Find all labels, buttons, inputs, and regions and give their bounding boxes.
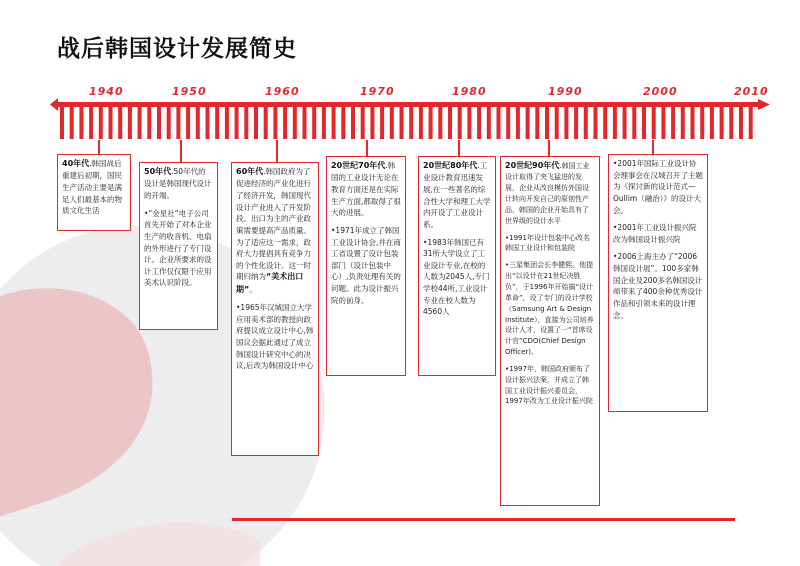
box-lead: 50年代 — [144, 167, 172, 176]
timeline-box-00s — [608, 154, 708, 412]
box-text: •2006上海主办了“2006韩国设计展”。100多家韩国企业及200多名韩国设计师带来了400余种优秀设计作品和引领未来的设计理念。 — [613, 252, 703, 320]
year-labels — [0, 85, 800, 99]
box-text: •2001年国际工业设计协会理事会在汉城召开了主题为《探讨新的设计范式—Oullim（融治）》的设计大会。 — [613, 159, 703, 215]
box-highlight: “美术出口期” — [236, 272, 304, 294]
ruler-tick — [128, 107, 132, 139]
ruler-tick — [584, 107, 588, 139]
timeline-box-90s — [500, 156, 600, 506]
timeline-box-70s — [326, 156, 406, 376]
ruler-tick — [497, 107, 501, 139]
ruler-tick — [254, 107, 258, 139]
bottom-rule — [232, 518, 735, 521]
ruler-tick — [341, 107, 345, 139]
ruler-tick — [564, 107, 568, 139]
ruler-tick — [273, 107, 277, 139]
ruler-tick — [691, 107, 695, 139]
ruler-tick — [458, 107, 462, 139]
connector-line — [276, 140, 278, 162]
ruler-tick — [623, 107, 627, 139]
ruler-tick — [332, 107, 336, 139]
box-text: .韩国政府为了促进经济的产业化进行了经济开发，韩国现代设计产业进入了开发阶段。出口为主的产业政策需要提高产品质量。为了适应这一需求，政府大力提倡具有竞争力的个性化设计。这一时期归纳为 — [236, 167, 311, 282]
box-text: •“金星社”电子公司首先开始了对本企业生产的收音机、电扇的外形进行了专门设计。企业所要求的设计工作仅仅限于应用美术认识阶段。 — [144, 208, 212, 288]
box-text: •1983年韩国已有31所大学设立了工业设计专业,在校的人数为2045人,专门学校44所,工业设计专业在校人数为4560人 — [423, 237, 490, 317]
ruler-tick — [729, 107, 733, 139]
box-lead: 20世纪80年代 — [423, 161, 478, 170]
year-label-2000: 2000 — [643, 85, 678, 98]
box-text: •2001年工业设计振兴院改为韩国设计振兴院 — [613, 223, 697, 244]
ruler-tick — [283, 107, 287, 139]
ruler-tick — [264, 107, 268, 139]
ruler-tick — [506, 107, 510, 139]
year-label-2010: 2010 — [734, 85, 769, 98]
ruler-tick — [361, 107, 365, 139]
ruler-tick — [632, 107, 636, 139]
box-text: •1997年，韩国政府颁布了设计振兴法案，并成立了韩国工业设计振兴委员会，1997年改为工业设计振兴院 — [505, 364, 593, 406]
ruler-tick — [370, 107, 374, 139]
ruler-tick — [642, 107, 646, 139]
ruler-tick — [720, 107, 724, 139]
ruler-tick — [380, 107, 384, 139]
ruler-tick — [487, 107, 491, 139]
ruler-tick — [109, 107, 113, 139]
box-text: •三星集团会长李健熙。他提出“以设计在21世纪决胜负”，于1996年开始搞“设计革命”，设了专门的设计学校（Samsung Art & Design Institute），直接为公司培养设计人才，设置了一“首席设计官”CDO(Chief Design Officer)。 — [505, 261, 594, 357]
ruler-tick — [749, 107, 753, 139]
year-label-1960: 1960 — [265, 85, 300, 98]
ruler-tick — [526, 107, 530, 139]
ruler-tick — [681, 107, 685, 139]
ruler-tick — [70, 107, 74, 139]
ruler-tick — [322, 107, 326, 139]
connector-line — [98, 140, 100, 154]
ruler-tick — [429, 107, 433, 139]
ruler-tick — [419, 107, 423, 139]
ruler-tick — [206, 107, 210, 139]
ruler-tick — [555, 107, 559, 139]
connector-line — [458, 140, 460, 156]
ruler-tick — [244, 107, 248, 139]
ruler-tick — [215, 107, 219, 139]
box-text: •1965年汉城国立大学应用美术部的教授向政府提议成立设计中心,韩国议会据此通过了成立韩国设计研究中心的决议,后改为韩国设计中心 — [236, 303, 314, 371]
ruler-tick — [603, 107, 607, 139]
year-label-1990: 1990 — [548, 85, 583, 98]
ruler-tick — [409, 107, 413, 139]
connector-line — [366, 140, 368, 156]
ruler-tick — [739, 107, 743, 139]
ruler-tick — [138, 107, 142, 139]
ruler-tick — [438, 107, 442, 139]
ruler-tick — [700, 107, 704, 139]
ruler-tick — [351, 107, 355, 139]
ruler-tick — [477, 107, 481, 139]
ruler-tick — [467, 107, 471, 139]
box-text: .韩国战后重建后初期，国民生产活动主要是满足人们最基本的物质文化生活 — [62, 159, 122, 216]
ruler-tick — [167, 107, 171, 139]
ruler-tick — [79, 107, 83, 139]
year-label-1970: 1970 — [360, 85, 395, 98]
year-label-1950: 1950 — [172, 85, 207, 98]
timeline-box-50s — [139, 162, 218, 330]
ruler-tick — [235, 107, 239, 139]
ruler-tick — [118, 107, 122, 139]
box-text: .工业设计教育迅速发展,在一些著名的综合性大学和理工大学内开设了工业设计系。 — [423, 161, 491, 229]
box-lead: 40年代 — [62, 159, 90, 168]
ruler-tick — [293, 107, 297, 139]
box-text: .50年代的设计是韩国现代设计的开端。 — [144, 167, 212, 201]
timeline-ruler — [0, 98, 800, 148]
connector-line — [652, 140, 654, 154]
ruler-tick — [147, 107, 151, 139]
ruler-tick — [613, 107, 617, 139]
page-title: 战后韩国设计发展简史 — [57, 36, 297, 62]
ruler-tick — [671, 107, 675, 139]
ruler-tick — [157, 107, 161, 139]
box-text: .韩国的工业设计无论在教育方面还是在实际生产方面,都取得了很大的进展。 — [331, 161, 401, 218]
ruler-tick — [303, 107, 307, 139]
ruler-tick — [574, 107, 578, 139]
ruler-tick — [196, 107, 200, 139]
ruler-tick — [400, 107, 404, 139]
box-text: •1991年设计包装中心改名韩国工业设计和包装院 — [505, 233, 590, 253]
box-lead: 60年代 — [236, 167, 264, 176]
ruler-tick — [99, 107, 103, 139]
box-lead: 20世纪70年代 — [331, 161, 386, 170]
connector-line — [180, 140, 182, 162]
ruler-tick — [661, 107, 665, 139]
box-text: 。 — [249, 284, 257, 294]
ruler-tick — [516, 107, 520, 139]
ruler-tick — [535, 107, 539, 139]
ruler-tick — [312, 107, 316, 139]
ruler-tick — [710, 107, 714, 139]
timeline-box-60s — [231, 162, 319, 456]
ruler-tick — [652, 107, 656, 139]
ruler-tick — [448, 107, 452, 139]
year-label-1980: 1980 — [452, 85, 487, 98]
ruler-tick — [176, 107, 180, 139]
ruler-tick — [545, 107, 549, 139]
timeline-box-40s — [57, 154, 131, 231]
ruler-tick — [390, 107, 394, 139]
timeline-box-80s — [418, 156, 496, 376]
box-lead: 20世纪90年代 — [505, 161, 560, 170]
ruler-tick — [60, 107, 64, 139]
year-label-1940: 1940 — [89, 85, 124, 98]
ruler-tick — [594, 107, 598, 139]
connector-line — [548, 140, 550, 156]
ruler-tick — [89, 107, 93, 139]
box-text: .韩国工业设计取得了突飞猛进的发展，企业从改良模仿外国设计转向开发自己的原创性产品，韩国的企业开始具有了世界级的设计水平 — [505, 162, 590, 225]
ruler-tick — [186, 107, 190, 139]
box-text: •1971年成立了韩国工业设计协会,并在商工省设置了设计包装部门（设计包装中心）,负责处理有关的问题。此为设计振兴院的前身。 — [331, 225, 401, 305]
ruler-tick — [225, 107, 229, 139]
